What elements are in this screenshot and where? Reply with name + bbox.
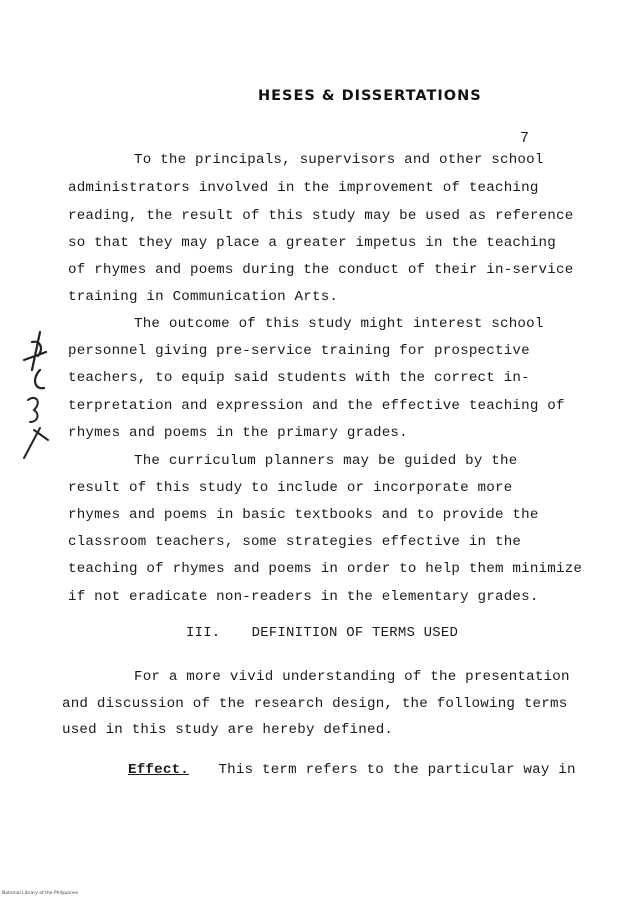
term-text: This term refers to the particular way in bbox=[218, 762, 576, 778]
body-line: rhymes and poems in basic textbooks and to provide the bbox=[68, 507, 539, 523]
body-line: administrators involved in the improvement of teaching bbox=[68, 180, 539, 196]
body-line: if not eradicate non-readers in the elementary grades. bbox=[68, 589, 539, 605]
term-name: Effect. bbox=[128, 762, 189, 778]
body-line: result of this study to include or incorporate more bbox=[68, 480, 513, 496]
section-heading bbox=[186, 625, 458, 641]
handwritten-margin-note bbox=[10, 330, 66, 460]
section-number: III. bbox=[186, 625, 221, 641]
body-line: classroom teachers, some strategies effective in the bbox=[68, 534, 522, 550]
body-line: terpretation and expression and the effective teaching of bbox=[68, 398, 565, 414]
scan-footer: National Library of the Philippines bbox=[2, 891, 79, 896]
thesis-stamp: HESES & DISSERTATIONS bbox=[258, 88, 482, 104]
body-line: training in Communication Arts. bbox=[68, 289, 339, 305]
section-title: DEFINITION OF TERMS USED bbox=[251, 625, 459, 641]
body-line: teachers, to equip said students with the correct in- bbox=[68, 370, 530, 386]
body-line: The curriculum planners may be guided by the bbox=[134, 453, 518, 469]
page-number: 7 bbox=[520, 130, 530, 147]
body-line: personnel giving pre-service training for prospective bbox=[68, 343, 530, 359]
body-line: To the principals, supervisors and other school bbox=[134, 152, 544, 168]
body-line: teaching of rhymes and poems in order to help them minimize bbox=[68, 561, 583, 577]
body-line: reading, the result of this study may be used as reference bbox=[68, 208, 574, 224]
body-line: For a more vivid understanding of the presentation bbox=[134, 669, 570, 685]
body-line: rhymes and poems in the primary grades. bbox=[68, 425, 408, 441]
body-line: and discussion of the research design, the following terms bbox=[62, 696, 568, 712]
body-line: used in this study are hereby defined. bbox=[62, 722, 394, 738]
term-definition bbox=[128, 762, 576, 778]
body-line: so that they may place a greater impetus in the teaching bbox=[68, 235, 556, 251]
body-line: The outcome of this study might interest school bbox=[134, 316, 544, 332]
body-line: of rhymes and poems during the conduct of their in-service bbox=[68, 262, 574, 278]
